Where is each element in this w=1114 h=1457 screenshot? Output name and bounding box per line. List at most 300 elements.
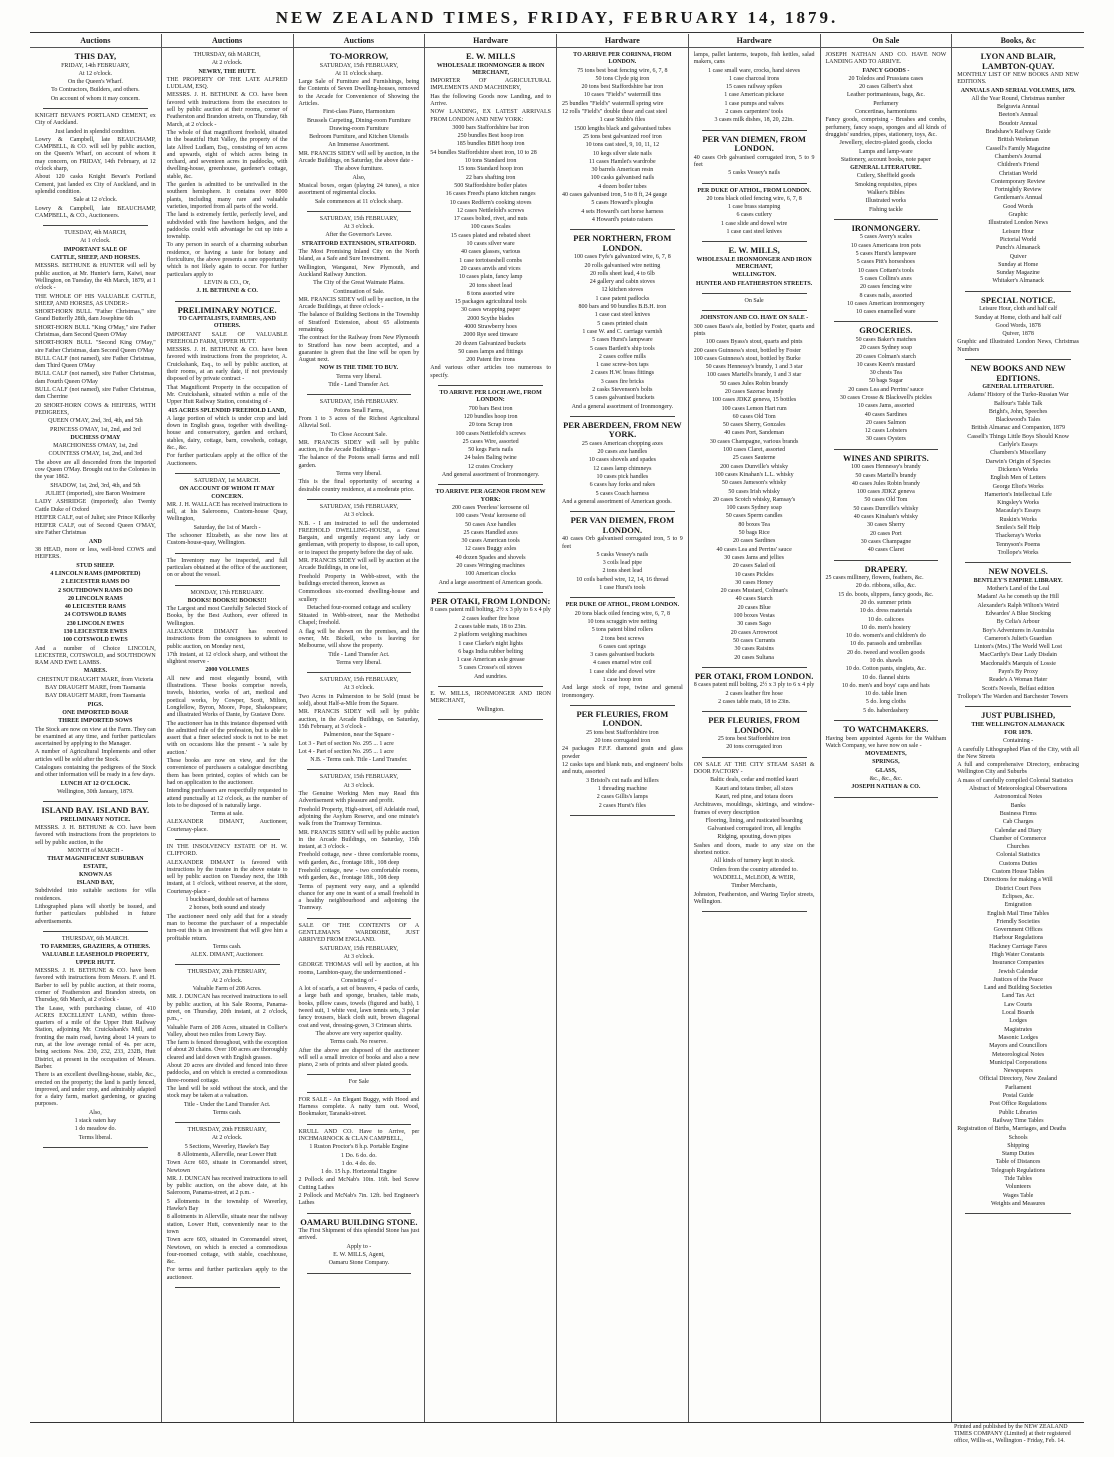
ad-line: Sale at 12 o'clock.: [73, 197, 118, 204]
ad-line: 25 tons best Staffordshire iron: [717, 736, 791, 743]
ad-line: 50 tons Clyde pig iron: [595, 75, 650, 82]
ad-divider: [834, 720, 939, 721]
ad-line: FOR SALE - An Elegant Buggy, with Hood and Harness complete. A natty turn out. Wood, Bookmaker, Taranaki-street.: [298, 1096, 420, 1118]
ad-line: 20 tons best Staffordshire bar iron: [581, 84, 664, 91]
ad-line: 5 casks Vessey's nails: [596, 551, 649, 558]
ad-line: These books are now on view, and for the convenience of purchasers a catalogue describing them has been printed, copies of which can be had on application to the auctioneer.: [166, 758, 288, 786]
ad-line: 10 do. shawls: [869, 658, 903, 664]
ad-line: Gentleman's Annual: [993, 195, 1043, 202]
ad-line: Chamber of Commerce: [989, 835, 1047, 842]
ad-line: Pictorial World: [999, 236, 1037, 243]
ad-line: IN THE INSOLVENCY ESTATE OF H. W. CLIFFORD.: [166, 844, 288, 858]
ad-line: 50 cases Martell's brandy: [855, 472, 917, 479]
ad-line: 6 cases cutlery: [736, 212, 772, 219]
ad-line: A lot of scarfs, a set of beavers, 4 packs of cards, a large bath and sponge, brushes, table mats, books, pillow cases, towels (figured and bath), 1 tweed suit, 1 white vest, lawn tennis sets, 3 polar fancy trousers, black cloth suit, brown diagonal coat and vest, dressing-gown, 3 Crimean shirts.: [298, 986, 420, 1029]
ad-line: MR. FRANCIS SIDEY will sell by auction at the Arcade Buildings, in one lot,: [298, 558, 420, 572]
ad-line: 10 cases plain, fancy lamp: [458, 274, 523, 281]
ad-divider: [43, 225, 148, 226]
ad-line: BOOKS! BOOKS!! BOOKS!!!: [187, 597, 267, 604]
ad-line: MONTH of MARCH -: [67, 847, 124, 854]
ad-line: KNIGHT BEVAN'S PORTLAND CEMENT, ex City of Auckland.: [35, 112, 156, 127]
ad-line: 1 case cast steel knives: [594, 312, 651, 319]
ad-line: 40 cases galvanised iron, 5 to 8 ft, 24 gauge: [562, 192, 668, 199]
ad-line: PRELIMINARY NOTICE.: [177, 304, 277, 315]
ad-line: ALEXANDER DIMANT, Auctioneer, Courtenay-place.: [166, 819, 288, 833]
ad-line: An Immense Assortment.: [328, 142, 390, 149]
ad-line: The contract for the Railway from New Plymouth to Stratford has now been accepted, and a guarantee is given that the line will be open by August next.: [298, 335, 420, 364]
ad-divider: [438, 686, 543, 687]
ad-line: GLASS,: [875, 767, 897, 774]
ad-line: And a large assortment of American goods.: [438, 579, 543, 586]
ad-line: Leather portmanteaus, bags, &c.: [846, 92, 925, 99]
ad-line: Lithographed plans will shortly be issued, and further particulars published in future advertisements.: [35, 903, 156, 925]
ad-line: The Stock are now on view at the Farm. They can be examined at any time, and further particulars ascertained by applying to the Manager.: [35, 726, 156, 748]
ad-line: 10 do. men's and boys' caps and hats: [841, 682, 930, 689]
ad-line: Railway Time Tables: [992, 1117, 1044, 1124]
ad-line: Local Boards: [1002, 1010, 1035, 1017]
ad-line: The garden is admitted to be unrivalled in the southern hemisphere. It contains over 8000 plants, including many rare and valuable varieties, imported from all parts of the world.: [166, 182, 288, 210]
ad-line: SATURDAY, 15th FEBRUARY.: [319, 399, 398, 406]
ad-line: 5 allotments in the township of Waverley, Hawke's Bay: [166, 1198, 288, 1213]
ad-line: 40 cases Lea and Perrins' sauce: [716, 546, 792, 553]
ad-line: Land and Building Societies: [984, 985, 1053, 992]
ad-line: At 3 o'clock.: [343, 782, 375, 789]
ad-line: At 3 o'clock.: [343, 224, 375, 231]
ad-line: MESSRS. J. H. BETHUNE & CO. have been favored with instructions from the proprietors to sell by public auction, in the: [35, 825, 156, 846]
advertisement: [35, 52, 156, 103]
ad-line: Containing -: [1003, 738, 1034, 745]
ad-line: JUST PUBLISHED,: [981, 710, 1056, 721]
ad-line: 20 tons black oiled fencing wire, 6, 7, 8: [574, 610, 670, 617]
ad-line: Wages Table: [1002, 1192, 1034, 1199]
ad-line: 5 cases Hurst's lampware: [592, 337, 653, 344]
ad-line: Two Acres in Palmerston to be Sold (must be sold), about Half-a-Mile from the Square.: [298, 693, 420, 708]
ad-line: 30 cases Sherry: [867, 522, 905, 529]
ad-line: 15 cases plated and rebated sheet: [450, 232, 531, 239]
ad-line: 20 do. ribbons, silks, &c.: [855, 583, 917, 590]
ad-line: Freehold cottage, new - three comfortable rooms, with garden, &c., frontage 18ft., 108 deep: [298, 852, 420, 866]
ad-line: 24 packages F.F.F. diamond grain and glass powder: [562, 746, 683, 760]
ad-line: TUESDAY, 4th MARCH,: [64, 230, 127, 237]
ad-line: Stamp Duties: [1001, 1151, 1035, 1158]
column-heading: Auctions: [162, 34, 293, 48]
ad-line: 50 bags Sugar: [868, 378, 903, 385]
ad-line: Boudoir Annual: [998, 120, 1038, 127]
ad-line: HEIFER CALF, out of Juliet; sire Prince Kilkerby: [35, 514, 156, 521]
ad-line: Whitaker's Almanack: [992, 278, 1044, 285]
ad-line: 1 threading machine: [597, 785, 647, 792]
ad-divider: [438, 719, 543, 720]
ad-line: Timber Merchants,: [731, 883, 778, 890]
advertisement: [826, 224, 947, 316]
advertisement: [167, 558, 288, 580]
ad-line: 2 cases carpenters' tools: [725, 109, 783, 116]
column-heading: Auctions: [30, 34, 161, 48]
ad-line: Graphic: [1008, 212, 1028, 219]
ad-line: Orders from the country attended to.: [710, 866, 798, 873]
ad-line: 5 Sections, Waverley, Hawke's Bay: [184, 1143, 270, 1150]
ad-line: Situated in Webb-street, near the Methodist Chapel; freehold.: [298, 613, 420, 627]
ad-line: ANNUALS AND SERIAL VOLUMES, 1879.: [960, 87, 1076, 94]
ad-line: Edwardes' A Blue Stocking: [985, 610, 1051, 617]
ad-line: 1 do. 4 do. do.: [341, 1160, 377, 1167]
ad-line: 2 Pollock and McNab's 7in. 12ft. bed Engineer's Lathes: [298, 1192, 420, 1207]
ad-line: OAMARU BUILDING STONE.: [300, 1216, 418, 1227]
ad-line: ONE IMPORTED BOAR: [62, 709, 129, 716]
ad-line: 1 case Clarke's night lights: [458, 640, 523, 647]
ad-line: 5 cases Coach harness: [595, 490, 650, 497]
ad-divider: [43, 1147, 148, 1148]
ad-line: 20 rolls galvanised wire netting: [584, 262, 661, 269]
ad-line: 10 do. calicoes: [867, 616, 904, 623]
ad-line: 25 tons best galvanized roof iron: [582, 133, 662, 140]
ad-line: Baltic deals, cedar and mottled kauri: [710, 777, 799, 784]
advertisement: [562, 421, 683, 506]
ad-line: 50 cases Old Tom: [864, 497, 908, 504]
ad-line: 1 case American axle grease: [456, 657, 525, 664]
ad-line: Cutlery, Sheffield goods: [856, 173, 916, 180]
ad-line: PER VAN DIEMEN, FROM LONDON.: [570, 515, 675, 535]
ad-line: 25 cases Sauterne: [732, 455, 776, 462]
ad-line: 1 case patent padlocks: [595, 295, 650, 302]
ad-line: DRAPERY.: [864, 563, 908, 574]
ad-line: There is an excellent dwelling-house, stable, &c., erected on the property; the land is partly fenced, improved, and under crop, and admirably adapted for a dairy farm, market gardening, or grazing purposes.: [35, 1072, 156, 1108]
ad-line: 24 gallery and cabin stoves: [589, 279, 656, 286]
ad-divider: [702, 241, 807, 242]
ad-line: Directions for making a Will: [983, 877, 1053, 884]
ad-line: 20 tons corrugated iron: [594, 738, 651, 745]
ad-line: 20 do. summer prints: [860, 599, 912, 606]
ad-line: 24 COTSWOLD RAMS: [64, 612, 127, 619]
ad-line: IMPORTER OF AGRICULTURAL IMPLEMENTS AND MACHINERY,: [430, 78, 551, 92]
ad-line: 2000 Rye seed tinware: [463, 332, 518, 339]
ad-line: Freehold cottage, new - two comfortable rooms, with garden, &c., frontage 18ft., 108 deep: [298, 868, 420, 882]
ad-line: THURSDAY, 20th FEBRUARY,: [187, 969, 267, 976]
ad-line: To any person in search of a charming suburban residence, or having a taste for botany and floriculture, the above presents a rare opportunity which is not likely again to occur. For further particulars apply to: [166, 242, 288, 278]
ad-line: 5 cases Crosse's oil stoves: [459, 665, 522, 672]
ad-line: Ridging, spouting, down pipes: [717, 834, 791, 841]
ad-line: Sunday Magazine: [996, 270, 1040, 277]
ad-line: 20 cases Salad oil: [732, 563, 776, 570]
advertisement: [35, 230, 156, 796]
ad-line: Valuable Farm of 208 Acres, situated in Collier's Valley, about two miles from Lowry Bay.: [166, 1024, 288, 1038]
ad-line: SATURDAY, 15th FEBRUARY,: [319, 677, 398, 684]
ad-line: NOW IS THE TIME TO BUY.: [319, 365, 399, 372]
advertisement: [430, 691, 551, 714]
ad-line: Large Sale of Furniture and Furnishings, being the Contents of Seven Dwelling-houses, removed to the Arcade for Convenience of Showing the Articles.: [298, 79, 420, 107]
ad-line: George Eliot's Works: [992, 483, 1044, 490]
ad-divider: [834, 560, 939, 561]
ad-line: Linton's (Mrs.) The World Well Lost: [974, 644, 1063, 651]
ad-line: Mayors and Councillors: [989, 1043, 1048, 1050]
ad-line: Brussels Carpeting, Dining-room Furniture: [307, 117, 411, 124]
ad-line: High Water Constants: [991, 952, 1045, 958]
ad-divider: [175, 1287, 280, 1288]
ad-line: Terms liberal.: [78, 1134, 112, 1141]
ad-line: &c., &c., &c.: [869, 776, 903, 783]
ad-line: 30 cases Champagne: [860, 538, 912, 545]
advertisement: [430, 390, 551, 479]
ad-line: BAY DRAUGHT MARE, from Tasmania: [45, 685, 146, 692]
ad-line: SHADOW, 1st, 2nd, 3rd, 4th, and 5th: [50, 482, 141, 489]
advertisement: [562, 602, 683, 700]
ad-divider: [702, 293, 807, 294]
column-heading: Hardware: [557, 34, 688, 48]
ad-line: 100 cases Guinness's stout, bottled by Burke: [693, 355, 801, 362]
ad-divider: [702, 183, 807, 184]
ad-line: MARES.: [83, 668, 107, 675]
ad-line: 100 cases Scales: [470, 224, 511, 231]
ad-divider: [834, 321, 939, 322]
ad-line: 25 bundles "Field's" watermill spring wire: [562, 100, 664, 107]
ad-line: E. W. MILLS,: [728, 245, 780, 256]
advertisement: [299, 923, 420, 1070]
ad-line: MONTHLY LIST OF NEW BOOKS AND NEW EDITIONS.: [957, 72, 1079, 86]
ad-line: JULIET (imported), sire Baron Westmere: [45, 490, 146, 497]
ad-line: 50 cases Hennessy's brandy, 1 and 3 star: [705, 364, 803, 371]
ad-line: MONDAY, 17th FEBRUARY.: [190, 589, 264, 596]
ad-line: Also,: [88, 1109, 102, 1116]
ad-line: Having been appointed Agents for the Waltham Watch Company, we have now on sale -: [825, 735, 947, 749]
ad-line: 10 coils barbed wire, 12, 14, 16 thread: [576, 576, 669, 583]
ad-line: 6 cases cast springs: [598, 643, 646, 650]
ad-line: 415 ACRES SPLENDID FREEHOLD LAND,: [168, 407, 286, 414]
ad-line: A flag will be shown on the premises, and the owner, Mr. Bickell, who is leaving for Melbourne, will show the property.: [298, 628, 420, 650]
ad-line: E. W. MILLS: [466, 51, 516, 61]
ad-line: MR. FRANCIS SIDEY will sell by public auction, in the Arcade Buildings, on Saturday, 15th February, at 3 o'clock -: [298, 709, 420, 730]
ad-line: 20 tons Scrap iron: [468, 422, 513, 429]
advertisement: [562, 234, 683, 411]
ad-line: Calendar and Diary: [994, 827, 1042, 834]
ad-line: Masonic Lodges: [998, 1034, 1039, 1041]
ad-line: Trollope's Works: [997, 549, 1039, 556]
ad-line: IMPORTANT SALE OF: [63, 246, 128, 253]
ad-line: The auctioneer need only add that for a steady man to become the purchaser of a respectable turn-out this is an investment that will give him a profitable return.: [166, 913, 288, 942]
ad-line: Post Office Regulations: [989, 1101, 1047, 1108]
ad-line: 20 cases Blue: [737, 604, 771, 611]
advertisement: [167, 52, 288, 296]
ad-line: 1 case screw-box taps: [596, 362, 649, 369]
ad-line: 50 cases Currants: [732, 637, 776, 644]
ad-line: 700 bars Best iron: [468, 405, 513, 412]
masthead: NEW ZEALAND TIMES, FRIDAY, FEBRUARY 14, 1879.: [30, 8, 1084, 33]
ad-line: Good Words: [1003, 203, 1034, 210]
ad-line: THURSDAY, 20th FEBRUARY,: [187, 1127, 267, 1134]
ad-line: 40 LEICESTER RAMS: [64, 604, 126, 611]
advertisement: [826, 52, 947, 214]
ad-line: 10 cases Pickles: [734, 571, 774, 578]
ad-line: 40 cases Starch: [735, 596, 773, 603]
ad-divider: [965, 291, 1071, 292]
ad-line: On account of whom it may concern.: [50, 95, 140, 102]
ad-divider: [570, 597, 675, 598]
ad-divider: [43, 931, 148, 932]
advertisement: [562, 516, 683, 592]
ad-line: English Men of Letters: [990, 475, 1046, 482]
ad-line: 100 cases Claret, assorted: [723, 447, 786, 454]
ad-line: KNOWN AS: [78, 871, 112, 878]
ad-line: MR. FRANCIS SIDEY will sell by public auction, in the Arcade Buildings -: [298, 439, 420, 454]
ad-line: MESSRS. BETHUNE & HUNTER will sell by public auction, at Mr. Hunter's farm, Kaiwi, near Wellington, on Tuesday, the 4th March, 1879, at 1 o'clock -: [35, 263, 156, 292]
ad-line: 2 cases leather fire hose: [725, 690, 783, 697]
ad-line: PER DUKE OF ATHOL, FROM LONDON.: [697, 187, 811, 194]
ad-line: Terms cash.: [212, 943, 242, 950]
ad-line: ALEX. DIMANT, Auctioneer.: [190, 952, 264, 959]
ad-line: 20 cases Gilbert's shot: [859, 84, 913, 91]
ad-line: GEORGE THOMAS will sell by auction, at his rooms, Lambton-quay, the undermentioned -: [298, 962, 420, 976]
advertisement: [35, 806, 156, 926]
ad-line: SATURDAY, 15th FEBRUARY,: [319, 945, 398, 952]
ad-line: 40 cases Port, Sandeman: [724, 430, 784, 437]
ad-line: Magistrates: [1004, 1026, 1033, 1033]
ad-line: 4 Howard's potato raisers: [591, 216, 653, 223]
advertisement: [694, 716, 815, 752]
ad-line: 1500 lengths black and galvanised tubes: [573, 125, 671, 132]
ad-line: THAT MAGNIFICENT SUBURBAN ESTATE,: [47, 856, 144, 870]
ad-line: ON ACCOUNT OF WHOM IT MAY CONCERN.: [179, 486, 275, 500]
ad-line: 200 cases Dunville's whisky: [720, 463, 789, 470]
ad-divider: [175, 964, 280, 965]
ad-line: Beeton's Annual: [998, 112, 1038, 119]
ad-line: 50 cases Jules Robin brandy: [720, 380, 789, 387]
ad-line: 40 cases Orb galvanised corrugated iron, 5 to 9 feet: [693, 154, 815, 168]
ad-line: 15 cases railway spikes: [726, 84, 783, 91]
ad-line: Meteorological Notes: [992, 1051, 1045, 1058]
ad-line: The Lease, with purchasing clause, of 410 ACRES EXCELLENT LAND, within three-quarters of a mile of the Upper Hutt Railway Station, adjoining Mr. Cruickshank's Mill, and fronting the main road, having about 14 years to run, at the low average rental of 4s. per acre, being sections Nos. 230, 232, 233, 232B, Hutt District, at present in the occupation of Messrs. Barber.: [35, 1005, 156, 1070]
ad-line: A number of Agricultural Implements and other articles will be sold after the Stock.: [35, 749, 156, 763]
advertisement: [299, 1097, 420, 1119]
ad-line: Government Offices: [993, 927, 1043, 934]
ad-line: Wellington, Wanganui, New Plymouth, and Auckland Railway Junction.: [298, 264, 420, 278]
ad-line: Perfumery: [873, 100, 899, 107]
ad-line: PER NORTHERN, FROM LONDON.: [573, 233, 672, 253]
ad-line: 120 bundles hoop iron: [463, 413, 518, 420]
ad-line: MESSRS. J. H. BETHUNE & CO. have been favored with instructions from the proprietor, A. Cruickshank, Esq., to sell by public auction, at their rooms, at an early date, if not previously disposed of by private contract -: [166, 347, 288, 383]
ad-line: And a general assortment of Ironmongery.: [571, 403, 674, 410]
ad-line: The land is extremely fertile, perfectly level, and subdivided with fine hawthorn hedges, and the paddocks could with advantage be cut up into a township.: [166, 212, 288, 241]
advertisement: [826, 454, 947, 555]
ad-line: Good Words, 1878: [995, 322, 1041, 329]
ad-line: Colonial Statistics: [996, 852, 1041, 859]
ad-line: Telegraph Regulations: [991, 1167, 1046, 1174]
ad-line: MR. J. DUNCAN has received instructions to sell by public auction, at his Sale Rooms, Panama-street, on Thursday, 20th instant, at 2 o'clock, p.m., -: [166, 994, 288, 1023]
ad-line: And a general assortment of American goods.: [562, 498, 672, 505]
ad-line: 20 cases fencing wire: [859, 284, 912, 291]
ad-line: MR. FRANCIS SIDEY will sell by auction, in the Arcade Buildings, at three o'clock -: [298, 296, 420, 311]
ad-line: E. W. MILLS, IRONMONGER AND IRON MERCHANT,: [430, 691, 551, 705]
advertisement: [562, 710, 683, 810]
ad-line: 30 cases Oysters: [865, 436, 906, 443]
ad-line: All kinds of turnery kept in stock.: [713, 858, 795, 865]
ad-line: 2 tons sheet lead: [602, 568, 643, 575]
ad-line: 30 cases Raisins: [734, 646, 774, 653]
ad-line: 500 Staffordshire boiler plates: [454, 182, 527, 189]
ad-line: Trollope's The Warden and Barchester Towers: [957, 693, 1069, 700]
ad-line: Sale commences at 11 o'clock sharp.: [314, 198, 403, 205]
ad-divider: [570, 229, 675, 230]
ad-line: 30 cases Crosse & Blackwell's pickles: [839, 394, 932, 401]
ad-line: MESSRS. J. H. BETHUNE & CO. have been favored with instructions from the executors to sell by public auction at their rooms, corner of Featherston and Brandon streets, on Thursday, 6th March, at 2 o'clock -: [166, 92, 288, 128]
ad-line: 40 cases Orb galvanised corrugated iron, 5 to 9 feet: [562, 536, 683, 550]
ad-line: Valuable Farm of 208 Acres.: [192, 986, 262, 993]
ad-line: Banks: [1010, 802, 1026, 809]
ad-line: Freehold Property in Webb-street, with the buildings erected thereon, known as: [298, 573, 420, 587]
ad-line: Reade's A Woman Hater: [988, 677, 1048, 684]
ad-line: 2 LEICESTER RAMS DO: [61, 579, 130, 586]
ad-line: Eclipses, &c.: [1002, 893, 1035, 900]
advertisement: [957, 567, 1079, 701]
ad-line: Balfour's Table Talk: [993, 400, 1043, 407]
ad-line: 40 cases Claret: [867, 547, 905, 554]
ad-line: Lamps and lamp-ware: [859, 148, 913, 155]
column-heading: Books, &c: [952, 34, 1084, 48]
ad-divider: [175, 585, 280, 586]
ad-line: Graphic and Illustrated London News, Christmas Numbers: [957, 339, 1079, 353]
ad-line: Tide Tables: [1004, 1176, 1032, 1183]
ad-line: Ruskin's Works: [999, 516, 1037, 523]
ad-line: 1 case Hurst's tools: [599, 585, 646, 592]
ad-line: Potons Small Farms,: [333, 407, 384, 414]
ad-line: PER OTAKI, FROM LONDON.: [694, 670, 814, 681]
ad-line: Tennyson's Poems: [996, 541, 1041, 548]
ad-line: 50 cases Sherry, Gonzales: [722, 422, 786, 429]
ad-divider: [570, 511, 675, 512]
ad-divider: [307, 672, 412, 673]
ad-line: DUCHESS O'MAY: [70, 434, 121, 441]
ad-line: QUEEN O'MAY, 2nd, 3rd, 4th, and 5th: [48, 418, 143, 425]
ad-line: TO-MORROW,: [329, 51, 389, 61]
ad-line: 3 coils lead pipe: [602, 560, 642, 567]
ad-line: FANCY GOODS -: [862, 67, 910, 74]
ad-line: First-class Piano, Harmonium: [322, 109, 395, 116]
ad-line: 5 cases Howard's ploughs: [591, 200, 654, 207]
ad-line: Drawing-room Furniture: [329, 125, 389, 132]
ad-line: BAY DRAUGHT MARE, from Tasmania: [45, 693, 146, 700]
ad-line: 2 tons best screws: [600, 635, 645, 642]
ad-line: English Mail Time Tables: [987, 910, 1050, 917]
ad-line: Fortnightly Review: [994, 187, 1042, 194]
ad-line: The balance of Building Sections in the Township of Stratford Extension, about 65 allotments remaining.: [298, 312, 420, 333]
ad-line: Punch's Almanack: [996, 245, 1041, 252]
ad-line: 185 bundles BBH hoop iron: [456, 141, 525, 148]
ad-line: 40 cases glasses, various: [460, 249, 521, 256]
ad-line: For Sale: [348, 1079, 369, 1086]
ad-line: 12 cases lamp chimneys: [593, 465, 652, 472]
ad-line: 20 cases Salmon: [865, 419, 906, 426]
ad-line: At 1 o'clock.: [80, 238, 111, 245]
ad-line: Sunday at Home: [998, 261, 1039, 268]
ad-line: After the Governor's Levee.: [325, 232, 393, 239]
columns: [30, 34, 1084, 1423]
ad-line: 1 stack oaten hay: [74, 1118, 117, 1124]
ad-line: LADY ASHRIDGE (imported); also Twenty Cattle Duke of Oxford: [35, 499, 156, 513]
ad-divider: [307, 1092, 412, 1093]
column-heading: Hardware: [689, 34, 820, 48]
ad-line: Town acre 603, situated in Coromandel street, Newtown, on which is erected a commodious four-roomed cottage, with stable, coachhouse, &c.: [166, 1237, 288, 1266]
ad-line: 2000 Scythe blades: [467, 315, 514, 322]
ad-line: 100 cases Kinahan's L.L. whisky: [714, 471, 794, 478]
ad-line: Terms cash.: [212, 1109, 242, 1116]
ad-line: Lodges: [1009, 1018, 1027, 1025]
advertisement: [957, 711, 1079, 1208]
ad-line: About 120 casks Knight Bevan's Portland Cement, just landed ex City of Auckland, and in splendid condition.: [35, 174, 156, 195]
imprint-footer: [30, 1424, 1084, 1450]
ad-line: The City of the Great Waimate Plains.: [313, 280, 405, 287]
ad-line: CATTLE, SHEEP, AND HORSES.: [50, 255, 141, 262]
ad-line: 2 SOUTHDOWN RAMS DO: [58, 587, 133, 594]
ad-line: 5 cases Avery's scales: [859, 234, 912, 241]
ad-line: Thackeray's Works: [995, 533, 1041, 540]
